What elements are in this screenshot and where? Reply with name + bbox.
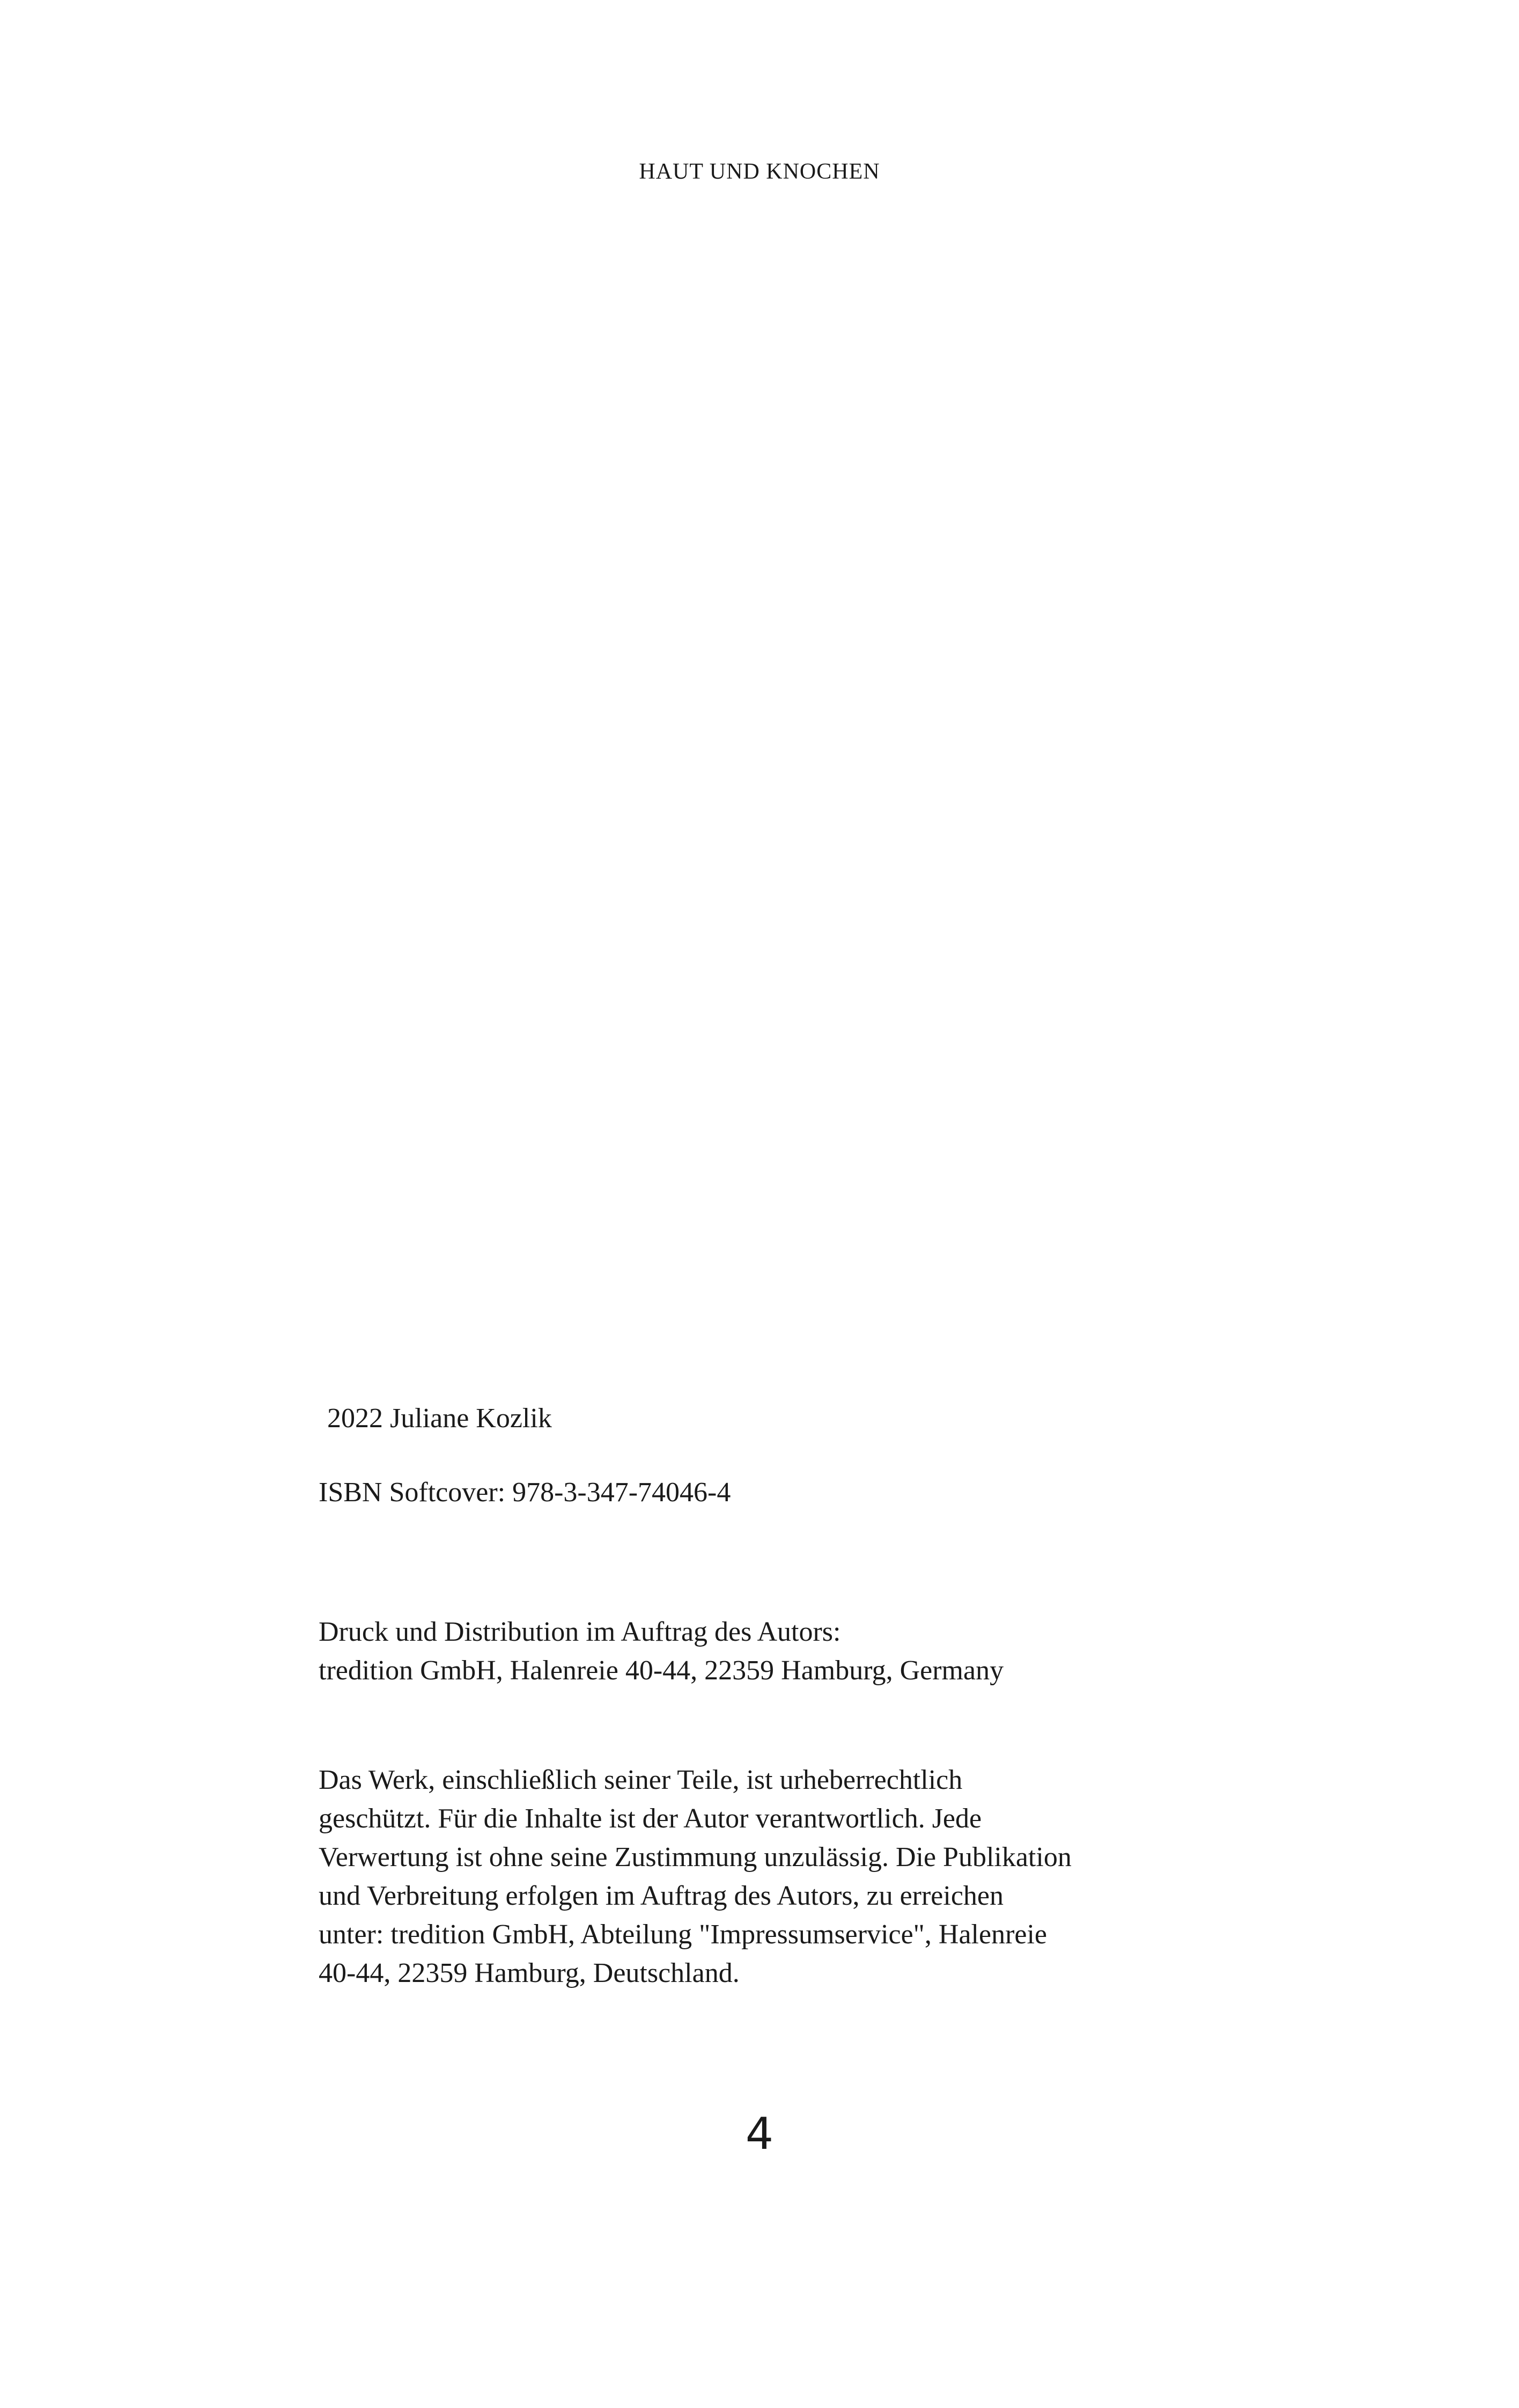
notice-line: Verwertung ist ohne seine Zustimmung unzulässig. Die Publikation — [319, 1842, 1072, 1873]
running-header: HAUT UND KNOCHEN — [639, 159, 880, 184]
page-number: 4 — [745, 2109, 774, 2160]
print-line: Druck und Distribution im Auftrag des Autors: — [319, 1617, 841, 1647]
notice-line: und Verbreitung erfolgen im Auftrag des Autors, zu erreichen — [319, 1881, 1004, 1911]
print-distribution-block — [319, 1613, 1230, 1690]
copyright-line — [319, 1399, 1239, 1438]
isbn-text: ISBN Softcover: 978-3-347-74046-4 — [319, 1477, 731, 1508]
notice-line: Das Werk, einschließlich seiner Teile, ist urheberrechtlich — [319, 1765, 963, 1795]
copyright-text: 2022 Juliane Kozlik — [327, 1403, 552, 1434]
isbn-line — [319, 1473, 1230, 1512]
notice-line: geschützt. Für die Inhalte ist der Autor verantwortlich. Jede — [319, 1803, 982, 1834]
notice-line: unter: tredition GmbH, Abteilung "Impressumservice", Halenreie — [319, 1919, 1047, 1950]
print-line: tredition GmbH, Halenreie 40-44, 22359 Hamburg, Germany — [319, 1655, 1004, 1686]
copyright-notice-block — [319, 1761, 1230, 1993]
notice-line: 40-44, 22359 Hamburg, Deutschland. — [319, 1958, 740, 1988]
